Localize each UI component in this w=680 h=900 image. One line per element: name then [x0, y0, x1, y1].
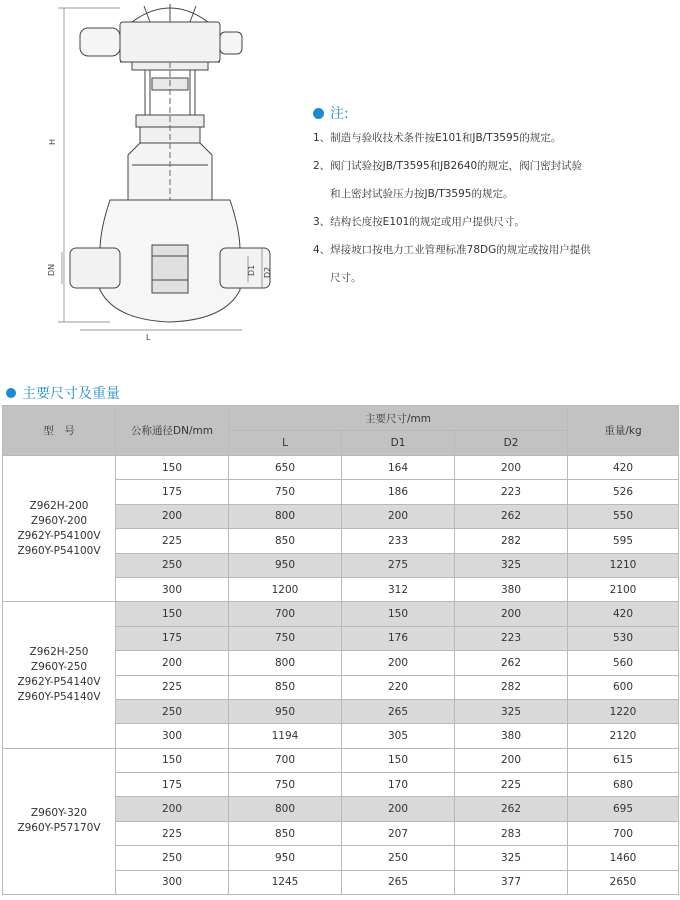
cell-dn: 250	[116, 699, 229, 723]
cell-dn: 200	[116, 651, 229, 675]
cell-dn: 200	[116, 504, 229, 528]
cell-w: 526	[568, 480, 679, 504]
header-dn: 公称通径DN/mm	[116, 406, 229, 456]
model-cell	[3, 602, 116, 748]
cell-dn: 150	[116, 748, 229, 772]
notes-title: 注:	[330, 106, 349, 122]
cell-d1: 200	[342, 651, 455, 675]
model-name: Z960Y-250	[30, 661, 88, 674]
cell-w: 700	[568, 821, 679, 845]
cell-d1: 305	[342, 724, 455, 748]
model-name: Z962Y-P54100V	[17, 529, 101, 542]
cell-d1: 312	[342, 577, 455, 601]
gate-disc	[152, 245, 188, 293]
cell-l: 1194	[229, 724, 342, 748]
cell-d1: 265	[342, 870, 455, 894]
cell-dn: 300	[116, 724, 229, 748]
cell-w: 1210	[568, 553, 679, 577]
header-d2: D2	[455, 431, 568, 456]
bullet-dot-icon	[6, 388, 16, 398]
cell-w: 2650	[568, 870, 679, 894]
cell-l: 650	[229, 456, 342, 480]
cell-d2: 200	[455, 748, 568, 772]
cell-l: 1245	[229, 870, 342, 894]
notes-panel	[313, 103, 673, 299]
note-line: 2、阀门试验按JB/T3595和JB2640的规定，阀门密封试验	[313, 160, 583, 172]
cell-dn: 250	[116, 553, 229, 577]
note-item	[313, 215, 673, 229]
cell-d2: 377	[455, 870, 568, 894]
cell-d1: 186	[342, 480, 455, 504]
cell-dn: 225	[116, 529, 229, 553]
cell-d2: 225	[455, 773, 568, 797]
cell-d2: 262	[455, 797, 568, 821]
cell-dn: 225	[116, 821, 229, 845]
header-weight: 重量/kg	[568, 406, 679, 456]
cell-w: 600	[568, 675, 679, 699]
note-line: 1、制造与验收技术条件按E101和JB/T3595的规定。	[313, 132, 562, 144]
cell-w: 1460	[568, 846, 679, 870]
spec-body	[3, 456, 679, 895]
table-row	[3, 748, 679, 772]
model-name: Z960Y-320	[30, 807, 88, 820]
cell-d1: 200	[342, 504, 455, 528]
cell-l: 950	[229, 699, 342, 723]
dim-h-label: H	[48, 138, 57, 145]
actuator-left-motor	[80, 28, 120, 56]
cell-d2: 200	[455, 602, 568, 626]
cell-dn: 250	[116, 846, 229, 870]
bullet-dot-icon	[313, 108, 324, 119]
cell-d2: 283	[455, 821, 568, 845]
cell-dn: 175	[116, 480, 229, 504]
cell-d1: 150	[342, 602, 455, 626]
cell-w: 420	[568, 456, 679, 480]
cell-l: 950	[229, 553, 342, 577]
cell-w: 1220	[568, 699, 679, 723]
pipe-left	[70, 248, 120, 288]
cell-l: 700	[229, 748, 342, 772]
cell-l: 700	[229, 602, 342, 626]
model-cell	[3, 748, 116, 894]
cell-d2: 262	[455, 504, 568, 528]
spec-table	[2, 405, 679, 895]
cell-l: 800	[229, 504, 342, 528]
model-cell	[3, 456, 116, 602]
dim-dn-label: DN	[47, 263, 56, 276]
model-name: Z960Y-P57170V	[17, 822, 101, 835]
dim-d1-label: D1	[247, 264, 256, 276]
dim-l-label: L	[146, 333, 151, 342]
note-line: 3、结构长度按E101的规定或用户提供尺寸。	[313, 216, 525, 228]
note-line-cont: 尺寸。	[330, 272, 362, 284]
cell-d2: 200	[455, 456, 568, 480]
cell-d1: 250	[342, 846, 455, 870]
cell-d2: 380	[455, 724, 568, 748]
model-name: Z962H-200	[29, 499, 89, 512]
cell-l: 850	[229, 821, 342, 845]
cell-w: 420	[568, 602, 679, 626]
cell-dn: 225	[116, 675, 229, 699]
table-row	[3, 456, 679, 480]
cell-w: 550	[568, 504, 679, 528]
header-model: 型 号	[3, 406, 116, 456]
note-item	[313, 159, 673, 201]
cell-l: 800	[229, 651, 342, 675]
cell-dn: 150	[116, 456, 229, 480]
cell-w: 595	[568, 529, 679, 553]
cell-d1: 164	[342, 456, 455, 480]
note-line: 4、焊接坡口按电力工业管理标准78DG的规定或按用户提供	[313, 244, 591, 256]
cell-dn: 200	[116, 797, 229, 821]
note-line-cont: 和上密封试验压力按JB/T3595的规定。	[330, 188, 514, 200]
model-name: Z960Y-200	[30, 514, 88, 527]
actuator-right-motor	[220, 32, 242, 54]
cell-w: 560	[568, 651, 679, 675]
cell-d1: 207	[342, 821, 455, 845]
cell-l: 750	[229, 626, 342, 650]
note-item	[313, 131, 673, 145]
cell-d2: 325	[455, 699, 568, 723]
table-row	[3, 602, 679, 626]
cell-d2: 380	[455, 577, 568, 601]
cell-w: 530	[568, 626, 679, 650]
cell-dn: 300	[116, 870, 229, 894]
actuator-body	[120, 22, 220, 62]
cell-d1: 220	[342, 675, 455, 699]
cell-d1: 275	[342, 553, 455, 577]
cell-dn: 175	[116, 626, 229, 650]
model-name: Z962H-250	[29, 646, 89, 659]
section-title: 主要尺寸及重量	[22, 386, 120, 402]
cell-d1: 200	[342, 797, 455, 821]
cell-l: 1200	[229, 577, 342, 601]
cell-l: 750	[229, 773, 342, 797]
notes-list	[313, 131, 673, 285]
cell-d1: 265	[342, 699, 455, 723]
cell-d1: 233	[342, 529, 455, 553]
header-d1: D1	[342, 431, 455, 456]
cell-dn: 175	[116, 773, 229, 797]
cell-dn: 150	[116, 602, 229, 626]
model-name: Z960Y-P54100V	[17, 544, 101, 557]
cell-w: 680	[568, 773, 679, 797]
cell-l: 850	[229, 675, 342, 699]
note-item	[313, 243, 673, 285]
cell-d1: 150	[342, 748, 455, 772]
notes-header	[313, 103, 673, 123]
header-l: L	[229, 431, 342, 456]
cell-l: 800	[229, 797, 342, 821]
cell-w: 2100	[568, 577, 679, 601]
section-header	[6, 383, 120, 403]
cell-d1: 176	[342, 626, 455, 650]
cell-dn: 300	[116, 577, 229, 601]
dim-d2-label: D2	[263, 266, 272, 278]
cell-d2: 223	[455, 480, 568, 504]
model-name: Z960Y-P54140V	[17, 691, 101, 704]
cell-l: 750	[229, 480, 342, 504]
cell-w: 615	[568, 748, 679, 772]
valve-drawing	[40, 0, 280, 345]
cell-w: 2120	[568, 724, 679, 748]
cell-d2: 325	[455, 846, 568, 870]
header-dims: 主要尺寸/mm	[229, 406, 568, 431]
model-name: Z962Y-P54140V	[17, 676, 101, 689]
cell-l: 950	[229, 846, 342, 870]
cell-d2: 325	[455, 553, 568, 577]
cell-d2: 262	[455, 651, 568, 675]
cell-l: 850	[229, 529, 342, 553]
cell-d2: 282	[455, 529, 568, 553]
cell-d2: 282	[455, 675, 568, 699]
cell-d1: 170	[342, 773, 455, 797]
cell-w: 695	[568, 797, 679, 821]
cell-d2: 223	[455, 626, 568, 650]
